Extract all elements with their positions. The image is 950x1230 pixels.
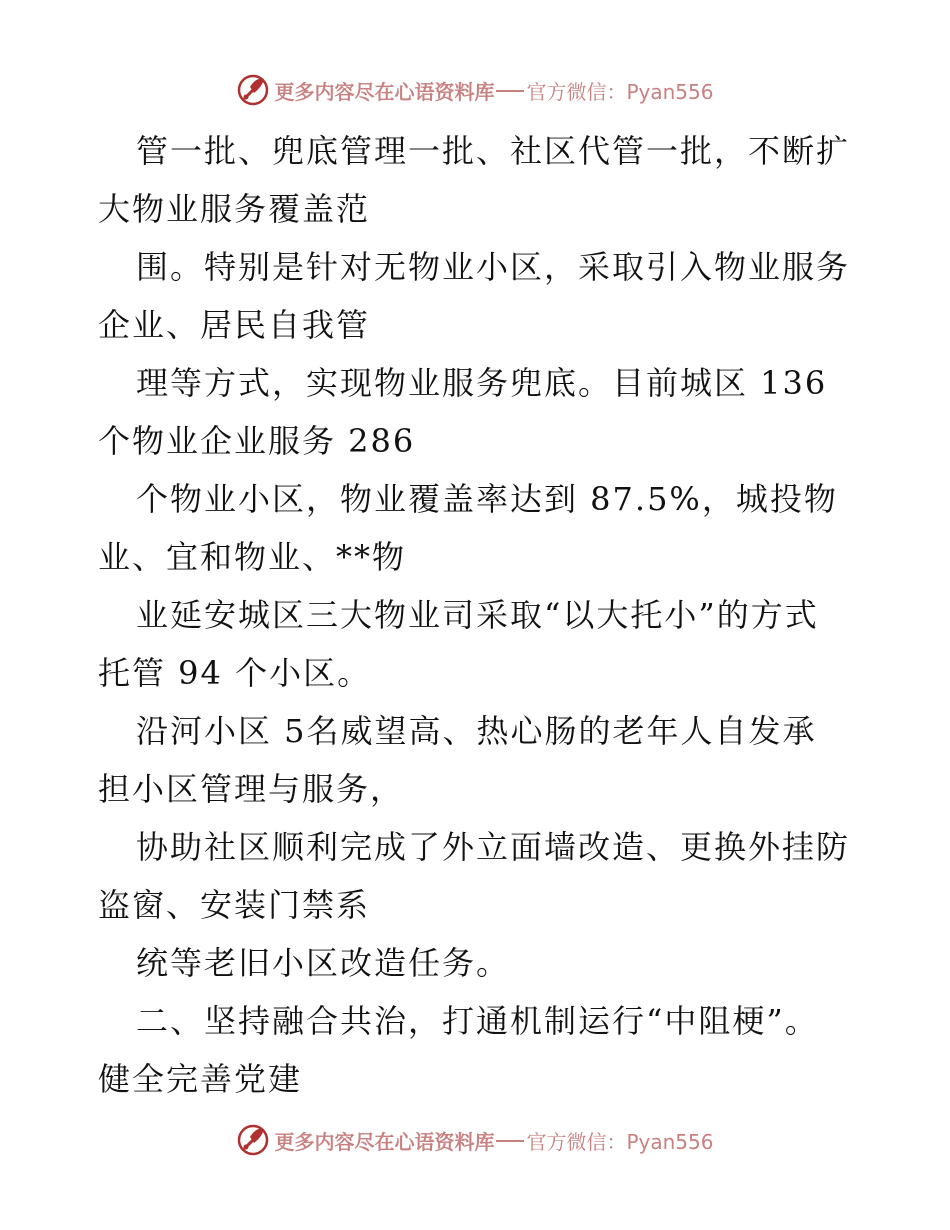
body-line: 沿河小区 5名威望高、热心肠的老年人自发承 (136, 712, 817, 750)
header-banner (0, 68, 950, 112)
body-line: 业延安城区三大物业司采取“以大托小”的方式 (136, 596, 819, 634)
document-body (98, 122, 858, 1108)
body-line: 大物业服务覆盖范 (98, 190, 371, 228)
header-site-text: 更多内容尽在心语资料库 (274, 79, 495, 104)
body-line: 理等方式，实现物业服务兜底。目前城区 136 (136, 364, 828, 402)
quill-logo-icon (236, 73, 270, 107)
body-line: 担小区管理与服务， (98, 770, 405, 808)
body-line: 盗窗、安装门禁系 (98, 886, 371, 924)
footer-wechat-text: 官方微信：Pyan556 (526, 1129, 714, 1154)
body-line: 统等老旧小区改造任务。 (136, 944, 511, 982)
body-line: 二、坚持融合共治，打通机制运行“中阻梗”。 (136, 1002, 819, 1040)
body-line: 业、宜和物业、**物 (98, 538, 407, 576)
body-line: 健全完善党建 (98, 1060, 303, 1098)
header-dash (496, 90, 524, 92)
footer-dash (496, 1140, 524, 1142)
body-line: 协助社区顺利完成了外立面墙改造、更换外挂防 (136, 828, 851, 866)
footer-site-text: 更多内容尽在心语资料库 (274, 1129, 495, 1154)
body-line: 围。特别是针对无物业小区，采取引入物业服务 (136, 248, 851, 286)
header-wechat-text: 官方微信：Pyan556 (526, 79, 714, 104)
footer-banner (0, 1118, 950, 1162)
body-line: 个物业企业服务 286 (98, 422, 416, 460)
body-line: 个物业小区，物业覆盖率达到 87.5%，城投物 (136, 480, 838, 518)
body-line: 企业、居民自我管 (98, 306, 371, 344)
quill-logo-icon (236, 1123, 270, 1157)
body-line: 托管 94 个小区。 (98, 654, 372, 692)
body-line: 管一批、兜底管理一批、社区代管一批，不断扩 (136, 132, 851, 170)
